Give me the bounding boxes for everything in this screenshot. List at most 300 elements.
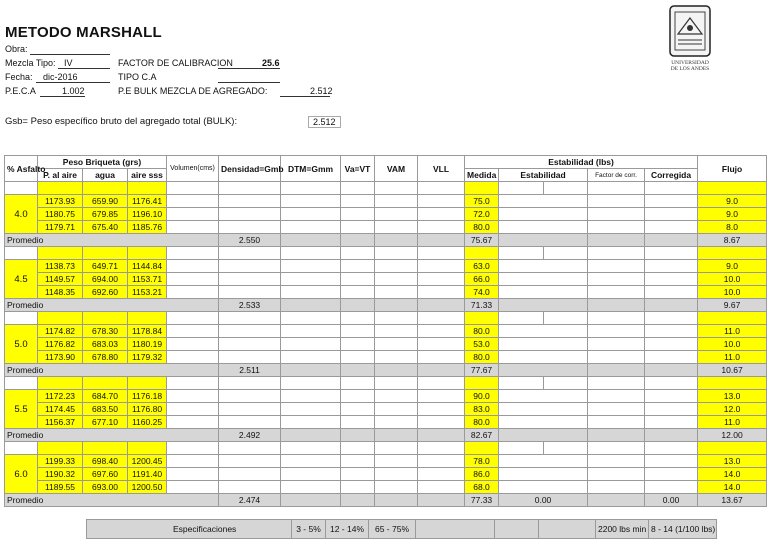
aire-sss-cell: 1153.71: [128, 273, 167, 286]
empty-cell: [38, 312, 83, 325]
medida-cell: 80.0: [465, 221, 499, 234]
densidad-cell: [219, 273, 281, 286]
header-densidad: Densidad=Gmb: [219, 156, 281, 182]
empty-cell: [375, 182, 418, 195]
logo-line1: UNIVERSIDAD: [671, 60, 709, 66]
empty-cell: [219, 247, 281, 260]
factor-cell: [588, 351, 645, 364]
aire-sss-cell: 1176.18: [128, 390, 167, 403]
flujo-cell: 14.0: [698, 481, 767, 494]
estabilidad-cell: [499, 338, 588, 351]
vam-cell: [375, 481, 418, 494]
empty-cell: [588, 182, 645, 195]
empty-cell: [698, 247, 767, 260]
empty-cell: [465, 247, 499, 260]
agua-cell: 693.00: [83, 481, 128, 494]
promedio-row: [5, 234, 767, 247]
specs-gap3: [539, 520, 596, 539]
empty-cell: [128, 312, 167, 325]
promedio-dtm: [281, 429, 341, 442]
estabilidad-cell: [499, 221, 588, 234]
promedio-corregida: [645, 234, 698, 247]
dtm-cell: [281, 260, 341, 273]
vam-cell: [375, 468, 418, 481]
promedio-flujo: 12.00: [698, 429, 767, 442]
factor-cell: [588, 325, 645, 338]
dtm-cell: [281, 338, 341, 351]
empty-cell: [219, 182, 281, 195]
table-body: [5, 156, 767, 507]
factor-cell: [588, 390, 645, 403]
empty-cell: [418, 442, 465, 455]
empty-cell: [544, 182, 588, 195]
header-vam: VAM: [375, 156, 418, 182]
header-estabilidad: Estabilidad (lbs): [465, 156, 698, 169]
volumen-cell: [167, 273, 219, 286]
factor-cell: [588, 221, 645, 234]
factor-cell: [588, 260, 645, 273]
promedio-corregida: [645, 429, 698, 442]
p-aire-cell: 1173.93: [38, 195, 83, 208]
va-cell: [341, 455, 375, 468]
p-aire-cell: 1148.35: [38, 286, 83, 299]
empty-cell: [281, 182, 341, 195]
header-corregida: Corregida: [645, 169, 698, 182]
empty-cell: [418, 377, 465, 390]
densidad-cell: [219, 221, 281, 234]
dtm-cell: [281, 351, 341, 364]
dtm-cell: [281, 455, 341, 468]
factor-cell: [588, 455, 645, 468]
factor-underline: [218, 68, 280, 69]
empty-cell: [645, 247, 698, 260]
medida-cell: 75.0: [465, 195, 499, 208]
header-aire-sss: aire sss: [128, 169, 167, 182]
empty-cell: [375, 247, 418, 260]
densidad-cell: [219, 351, 281, 364]
volumen-cell: [167, 481, 219, 494]
va-cell: [341, 416, 375, 429]
empty-cell: [38, 182, 83, 195]
flujo-cell: 12.0: [698, 403, 767, 416]
header-medida: Medida: [465, 169, 499, 182]
vll-cell: [418, 390, 465, 403]
corregida-cell: [645, 195, 698, 208]
header-p-aire: P. al aire: [38, 169, 83, 182]
promedio-row: [5, 494, 767, 507]
medida-cell: 68.0: [465, 481, 499, 494]
empty-cell: [83, 377, 128, 390]
factor-cell: [588, 481, 645, 494]
densidad-cell: [219, 403, 281, 416]
empty-cell: [698, 182, 767, 195]
medida-cell: 83.0: [465, 403, 499, 416]
dtm-cell: [281, 286, 341, 299]
empty-cell: [588, 312, 645, 325]
empty-cell: [465, 312, 499, 325]
table-row: [5, 325, 767, 338]
estabilidad-cell: [499, 416, 588, 429]
specs-gap2: [495, 520, 539, 539]
flujo-cell: 13.0: [698, 390, 767, 403]
flujo-cell: 10.0: [698, 286, 767, 299]
promedio-vll: [418, 429, 465, 442]
empty-cell: [83, 182, 128, 195]
empty-cell: [588, 377, 645, 390]
factor-cell: [588, 403, 645, 416]
agua-cell: 697.60: [83, 468, 128, 481]
specs-row: [87, 520, 717, 539]
gsb-label: Gsb= Peso específico bruto del agregado total (BULK):: [5, 116, 238, 127]
dtm-cell: [281, 221, 341, 234]
table-row: [5, 260, 767, 273]
specs-estabilidad: 2200 lbs min: [596, 520, 649, 539]
promedio-flujo: 10.67: [698, 364, 767, 377]
medida-cell: 80.0: [465, 416, 499, 429]
volumen-cell: [167, 221, 219, 234]
vam-cell: [375, 273, 418, 286]
asfalto-cell: 6.0: [5, 455, 38, 494]
corregida-cell: [645, 455, 698, 468]
dtm-cell: [281, 468, 341, 481]
agua-cell: 659.90: [83, 195, 128, 208]
corregida-cell: [645, 286, 698, 299]
vll-cell: [418, 325, 465, 338]
mezcla-value: IV: [64, 58, 73, 68]
estabilidad-cell: [499, 208, 588, 221]
p-aire-cell: 1149.57: [38, 273, 83, 286]
empty-cell: [544, 442, 588, 455]
estabilidad-cell: [499, 260, 588, 273]
densidad-cell: [219, 286, 281, 299]
va-cell: [341, 221, 375, 234]
dtm-cell: [281, 208, 341, 221]
empty-cell: [167, 182, 219, 195]
empty-cell: [281, 247, 341, 260]
empty-cell: [499, 182, 544, 195]
specs-label: Especificaciones: [87, 520, 292, 539]
vll-cell: [418, 195, 465, 208]
spacer-row: [5, 247, 767, 260]
densidad-cell: [219, 455, 281, 468]
factor-label: FACTOR DE CALIBRACION: [118, 58, 233, 68]
empty-cell: [645, 182, 698, 195]
empty-cell: [645, 312, 698, 325]
table-row: [5, 338, 767, 351]
agua-cell: 679.85: [83, 208, 128, 221]
promedio-factor: [588, 299, 645, 312]
empty-cell: [341, 312, 375, 325]
densidad-cell: [219, 208, 281, 221]
promedio-densidad: 2.492: [219, 429, 281, 442]
promedio-va: [341, 299, 375, 312]
promedio-flujo: 9.67: [698, 299, 767, 312]
corregida-cell: [645, 403, 698, 416]
asfalto-cell: 4.0: [5, 195, 38, 234]
dtm-cell: [281, 416, 341, 429]
promedio-va: [341, 234, 375, 247]
agua-cell: 678.30: [83, 325, 128, 338]
empty-cell: [465, 182, 499, 195]
empty-cell: [375, 377, 418, 390]
empty-cell: [698, 312, 767, 325]
empty-cell: [341, 442, 375, 455]
factor-value: 25.6: [262, 58, 280, 68]
va-cell: [341, 208, 375, 221]
logo-text: [660, 60, 720, 72]
va-cell: [341, 338, 375, 351]
estabilidad-cell: [499, 481, 588, 494]
corregida-cell: [645, 260, 698, 273]
promedio-factor: [588, 364, 645, 377]
volumen-cell: [167, 390, 219, 403]
header-dtm: DTM=Gmm: [281, 156, 341, 182]
empty-cell: [5, 247, 38, 260]
empty-cell: [341, 377, 375, 390]
promedio-estabilidad: [499, 234, 588, 247]
promedio-densidad: 2.550: [219, 234, 281, 247]
flujo-cell: 11.0: [698, 325, 767, 338]
promedio-corregida: 0.00: [645, 494, 698, 507]
empty-cell: [544, 312, 588, 325]
vll-cell: [418, 455, 465, 468]
fecha-value: dic-2016: [43, 72, 78, 82]
p-aire-cell: 1173.90: [38, 351, 83, 364]
empty-cell: [698, 377, 767, 390]
promedio-estabilidad: [499, 429, 588, 442]
promedio-vll: [418, 299, 465, 312]
empty-cell: [645, 442, 698, 455]
header-peso-briqueta: Peso Briqueta (grs): [38, 156, 167, 169]
dtm-cell: [281, 195, 341, 208]
tipo-label: TIPO C.A: [118, 72, 157, 82]
empty-cell: [465, 377, 499, 390]
corregida-cell: [645, 325, 698, 338]
vll-cell: [418, 286, 465, 299]
mezcla-underline: [58, 68, 110, 69]
table-row: [5, 273, 767, 286]
vll-cell: [418, 351, 465, 364]
obra-label: Obra:: [5, 44, 28, 54]
promedio-densidad: 2.511: [219, 364, 281, 377]
header-factor-corr: Factor de corr.: [588, 169, 645, 182]
spacer-row: [5, 442, 767, 455]
volumen-cell: [167, 468, 219, 481]
empty-cell: [38, 247, 83, 260]
bulk-value: 2.512: [310, 86, 333, 96]
aire-sss-cell: 1160.25: [128, 416, 167, 429]
empty-cell: [5, 442, 38, 455]
vam-cell: [375, 260, 418, 273]
promedio-label: Promedio: [5, 299, 219, 312]
densidad-cell: [219, 260, 281, 273]
empty-cell: [38, 442, 83, 455]
aire-sss-cell: 1200.45: [128, 455, 167, 468]
vam-cell: [375, 351, 418, 364]
va-cell: [341, 403, 375, 416]
aire-sss-cell: 1185.76: [128, 221, 167, 234]
va-cell: [341, 468, 375, 481]
promedio-row: [5, 429, 767, 442]
empty-cell: [499, 442, 544, 455]
specs-flujo: 8 - 14 (1/100 lbs): [649, 520, 717, 539]
corregida-cell: [645, 390, 698, 403]
promedio-label: Promedio: [5, 429, 219, 442]
empty-cell: [5, 377, 38, 390]
flujo-cell: 8.0: [698, 221, 767, 234]
promedio-label: Promedio: [5, 234, 219, 247]
empty-cell: [588, 247, 645, 260]
p-aire-cell: 1190.32: [38, 468, 83, 481]
p-aire-cell: 1156.37: [38, 416, 83, 429]
promedio-dtm: [281, 364, 341, 377]
empty-cell: [5, 312, 38, 325]
agua-cell: 677.10: [83, 416, 128, 429]
flujo-cell: 9.0: [698, 208, 767, 221]
promedio-medida: 82.67: [465, 429, 499, 442]
empty-cell: [83, 247, 128, 260]
agua-cell: 649.71: [83, 260, 128, 273]
specs-vll: 65 - 75%: [369, 520, 416, 539]
specs-gap: [416, 520, 495, 539]
mezcla-label: Mezcla Tipo:: [5, 58, 56, 68]
vam-cell: [375, 390, 418, 403]
empty-cell: [375, 442, 418, 455]
flujo-cell: 9.0: [698, 195, 767, 208]
table-row: [5, 455, 767, 468]
aire-sss-cell: 1144.84: [128, 260, 167, 273]
empty-cell: [219, 312, 281, 325]
promedio-factor: [588, 429, 645, 442]
specs-va: 3 - 5%: [292, 520, 326, 539]
corregida-cell: [645, 351, 698, 364]
estabilidad-cell: [499, 273, 588, 286]
estabilidad-cell: [499, 468, 588, 481]
empty-cell: [128, 442, 167, 455]
promedio-corregida: [645, 364, 698, 377]
factor-cell: [588, 208, 645, 221]
promedio-medida: 75.67: [465, 234, 499, 247]
vll-cell: [418, 221, 465, 234]
medida-cell: 90.0: [465, 390, 499, 403]
empty-cell: [83, 312, 128, 325]
empty-cell: [128, 182, 167, 195]
empty-cell: [83, 442, 128, 455]
empty-cell: [5, 182, 38, 195]
empty-cell: [499, 377, 544, 390]
agua-cell: 698.40: [83, 455, 128, 468]
empty-cell: [128, 377, 167, 390]
vam-cell: [375, 208, 418, 221]
medida-cell: 80.0: [465, 325, 499, 338]
vll-cell: [418, 273, 465, 286]
volumen-cell: [167, 325, 219, 338]
header-volumen: Volumen(cms): [167, 156, 219, 182]
specs-table: [86, 519, 717, 539]
empty-cell: [375, 312, 418, 325]
empty-cell: [167, 312, 219, 325]
p-aire-cell: 1176.82: [38, 338, 83, 351]
gsb-value: 2.512: [308, 116, 341, 128]
densidad-cell: [219, 481, 281, 494]
marshall-table: [4, 155, 767, 507]
vam-cell: [375, 195, 418, 208]
promedio-vam: [375, 299, 418, 312]
agua-cell: 694.00: [83, 273, 128, 286]
promedio-vll: [418, 234, 465, 247]
p-aire-cell: 1174.82: [38, 325, 83, 338]
factor-cell: [588, 468, 645, 481]
aire-sss-cell: 1176.80: [128, 403, 167, 416]
header-agua: agua: [83, 169, 128, 182]
bulk-label: P.E BULK MEZCLA DE AGREGADO:: [118, 86, 268, 96]
promedio-vll: [418, 494, 465, 507]
promedio-vam: [375, 364, 418, 377]
va-cell: [341, 481, 375, 494]
agua-cell: 675.40: [83, 221, 128, 234]
asfalto-cell: 5.0: [5, 325, 38, 364]
corregida-cell: [645, 416, 698, 429]
corregida-cell: [645, 273, 698, 286]
flujo-cell: 13.0: [698, 455, 767, 468]
va-cell: [341, 325, 375, 338]
table-row: [5, 390, 767, 403]
estabilidad-cell: [499, 286, 588, 299]
promedio-estabilidad: [499, 299, 588, 312]
empty-cell: [341, 182, 375, 195]
empty-cell: [645, 377, 698, 390]
factor-cell: [588, 286, 645, 299]
agua-cell: 683.03: [83, 338, 128, 351]
medida-cell: 86.0: [465, 468, 499, 481]
dtm-cell: [281, 403, 341, 416]
factor-cell: [588, 338, 645, 351]
header-row-1: [5, 156, 767, 169]
p-aire-cell: 1172.23: [38, 390, 83, 403]
corregida-cell: [645, 221, 698, 234]
densidad-cell: [219, 468, 281, 481]
empty-cell: [128, 247, 167, 260]
table-row: [5, 286, 767, 299]
empty-cell: [219, 377, 281, 390]
va-cell: [341, 390, 375, 403]
empty-cell: [418, 182, 465, 195]
promedio-vam: [375, 429, 418, 442]
empty-cell: [544, 247, 588, 260]
flujo-cell: 11.0: [698, 416, 767, 429]
asfalto-cell: 5.5: [5, 390, 38, 429]
empty-cell: [341, 247, 375, 260]
promedio-densidad: 2.474: [219, 494, 281, 507]
p-aire-cell: 1138.73: [38, 260, 83, 273]
empty-cell: [167, 247, 219, 260]
aire-sss-cell: 1179.32: [128, 351, 167, 364]
header-estab-sub: Estabilidad: [499, 169, 588, 182]
volumen-cell: [167, 416, 219, 429]
aire-sss-cell: 1180.19: [128, 338, 167, 351]
empty-cell: [499, 247, 544, 260]
table-row: [5, 351, 767, 364]
promedio-label: Promedio: [5, 494, 219, 507]
factor-cell: [588, 195, 645, 208]
medida-cell: 80.0: [465, 351, 499, 364]
agua-cell: 684.70: [83, 390, 128, 403]
promedio-row: [5, 364, 767, 377]
spacer-row: [5, 377, 767, 390]
specs-vam: 12 - 14%: [326, 520, 369, 539]
va-cell: [341, 351, 375, 364]
dtm-cell: [281, 273, 341, 286]
